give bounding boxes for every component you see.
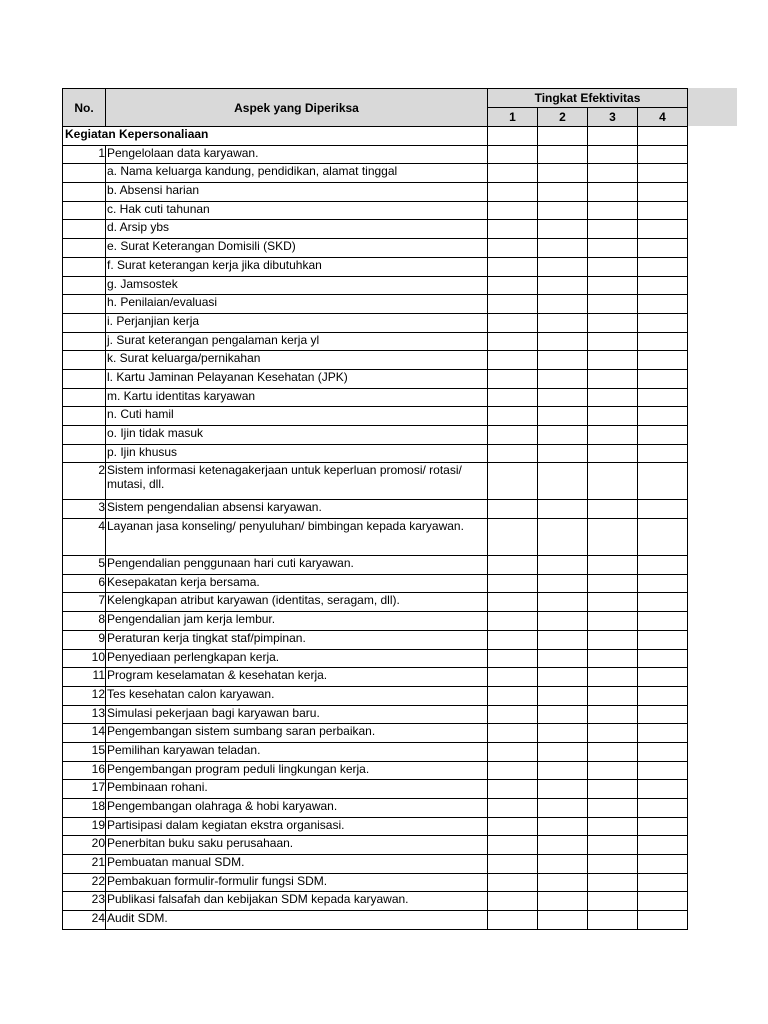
table-row bbox=[63, 855, 688, 874]
table-row bbox=[63, 407, 688, 426]
score-cell[interactable] bbox=[538, 836, 588, 855]
score-cell[interactable] bbox=[588, 799, 638, 818]
row-number: 16 bbox=[63, 761, 106, 780]
score-cell[interactable] bbox=[588, 426, 638, 445]
score-cell[interactable] bbox=[538, 705, 588, 724]
table-row bbox=[63, 276, 688, 295]
row-number bbox=[63, 444, 106, 463]
score-cell[interactable] bbox=[588, 220, 638, 239]
row-aspek: Pengelolaan data karyawan. bbox=[106, 145, 488, 164]
score-cell[interactable] bbox=[638, 630, 688, 649]
score-cell[interactable] bbox=[638, 463, 688, 500]
score-cell[interactable] bbox=[538, 257, 588, 276]
score-cell[interactable] bbox=[588, 574, 638, 593]
score-cell[interactable] bbox=[638, 574, 688, 593]
row-number: 22 bbox=[63, 873, 106, 892]
score-cell[interactable] bbox=[588, 276, 638, 295]
score-cell[interactable] bbox=[638, 761, 688, 780]
table-row bbox=[63, 556, 688, 575]
row-number bbox=[63, 276, 106, 295]
score-cell[interactable] bbox=[538, 444, 588, 463]
score-cell[interactable] bbox=[638, 911, 688, 930]
row-number: 10 bbox=[63, 649, 106, 668]
score-cell[interactable] bbox=[488, 444, 538, 463]
score-cell[interactable] bbox=[538, 463, 588, 500]
row-aspek: i. Perjanjian kerja bbox=[106, 313, 488, 332]
section-title: Kegiatan Kepersonaliaan bbox=[63, 127, 488, 146]
table-row bbox=[63, 295, 688, 314]
score-cell[interactable] bbox=[588, 668, 638, 687]
score-cell[interactable] bbox=[538, 201, 588, 220]
score-cell[interactable] bbox=[588, 295, 638, 314]
row-number: 19 bbox=[63, 817, 106, 836]
row-aspek: j. Surat keterangan pengalaman kerja yl bbox=[106, 332, 488, 351]
score-cell[interactable] bbox=[538, 500, 588, 519]
row-number bbox=[63, 332, 106, 351]
header-scale-4: 4 bbox=[638, 108, 688, 127]
row-aspek: Kesepakatan kerja bersama. bbox=[106, 574, 488, 593]
row-aspek: Program keselamatan & kesehatan kerja. bbox=[106, 668, 488, 687]
row-aspek: Pemilihan karyawan teladan. bbox=[106, 742, 488, 761]
row-aspek: p. Ijin khusus bbox=[106, 444, 488, 463]
score-cell[interactable] bbox=[488, 313, 538, 332]
row-number: 11 bbox=[63, 668, 106, 687]
table-row bbox=[63, 519, 688, 556]
row-number bbox=[63, 295, 106, 314]
score-cell[interactable] bbox=[638, 612, 688, 631]
score-cell[interactable] bbox=[588, 351, 638, 370]
score-cell[interactable] bbox=[538, 724, 588, 743]
table-row bbox=[63, 668, 688, 687]
score-cell[interactable] bbox=[538, 369, 588, 388]
score-cell[interactable] bbox=[538, 742, 588, 761]
row-number bbox=[63, 388, 106, 407]
table-row bbox=[63, 388, 688, 407]
table-row bbox=[63, 257, 688, 276]
score-cell[interactable] bbox=[588, 463, 638, 500]
score-cell[interactable] bbox=[638, 836, 688, 855]
row-number: 23 bbox=[63, 892, 106, 911]
score-cell[interactable] bbox=[488, 780, 538, 799]
score-cell[interactable] bbox=[588, 612, 638, 631]
score-cell[interactable] bbox=[588, 183, 638, 202]
score-cell[interactable] bbox=[638, 686, 688, 705]
row-number bbox=[63, 239, 106, 258]
row-aspek: Pengembangan sistem sumbang saran perbaikan. bbox=[106, 724, 488, 743]
score-cell[interactable] bbox=[488, 761, 538, 780]
score-cell[interactable] bbox=[538, 519, 588, 556]
row-number bbox=[63, 351, 106, 370]
score-cell[interactable] bbox=[588, 911, 638, 930]
table-row bbox=[63, 686, 688, 705]
score-cell[interactable] bbox=[638, 239, 688, 258]
row-number: 24 bbox=[63, 911, 106, 930]
row-number: 1 bbox=[63, 145, 106, 164]
score-cell[interactable] bbox=[538, 313, 588, 332]
row-aspek: Audit SDM. bbox=[106, 911, 488, 930]
row-aspek: Sistem pengendalian absensi karyawan. bbox=[106, 500, 488, 519]
table-row bbox=[63, 220, 688, 239]
row-number: 9 bbox=[63, 630, 106, 649]
score-cell[interactable] bbox=[538, 220, 588, 239]
score-cell[interactable] bbox=[638, 201, 688, 220]
row-number: 21 bbox=[63, 855, 106, 874]
row-number: 12 bbox=[63, 686, 106, 705]
score-cell[interactable] bbox=[588, 742, 638, 761]
score-cell[interactable] bbox=[488, 276, 538, 295]
score-cell[interactable] bbox=[588, 369, 638, 388]
score-cell[interactable] bbox=[588, 892, 638, 911]
score-cell[interactable] bbox=[488, 351, 538, 370]
row-aspek: a. Nama keluarga kandung, pendidikan, alamat tinggal bbox=[106, 164, 488, 183]
row-aspek: f. Surat keterangan kerja jika dibutuhkan bbox=[106, 257, 488, 276]
score-cell[interactable] bbox=[638, 724, 688, 743]
table-row bbox=[63, 780, 688, 799]
score-cell[interactable] bbox=[538, 761, 588, 780]
score-cell[interactable] bbox=[588, 201, 638, 220]
header-scale-1: 1 bbox=[488, 108, 538, 127]
table-row bbox=[63, 817, 688, 836]
score-cell[interactable] bbox=[588, 239, 638, 258]
row-number: 15 bbox=[63, 742, 106, 761]
row-aspek: Pembuatan manual SDM. bbox=[106, 855, 488, 874]
row-aspek: Penerbitan buku saku perusahaan. bbox=[106, 836, 488, 855]
score-cell[interactable] bbox=[538, 612, 588, 631]
score-cell[interactable] bbox=[588, 836, 638, 855]
table-row bbox=[63, 351, 688, 370]
score-cell[interactable] bbox=[588, 780, 638, 799]
row-number bbox=[63, 407, 106, 426]
score-cell[interactable] bbox=[488, 705, 538, 724]
score-cell[interactable] bbox=[538, 892, 588, 911]
score-cell[interactable] bbox=[538, 164, 588, 183]
row-aspek: g. Jamsostek bbox=[106, 276, 488, 295]
row-aspek: Partisipasi dalam kegiatan ekstra organisasi. bbox=[106, 817, 488, 836]
row-aspek: n. Cuti hamil bbox=[106, 407, 488, 426]
row-number bbox=[63, 369, 106, 388]
table-row bbox=[63, 799, 688, 818]
score-cell[interactable] bbox=[488, 257, 538, 276]
row-number: 7 bbox=[63, 593, 106, 612]
table-row bbox=[63, 183, 688, 202]
row-aspek: Penyediaan perlengkapan kerja. bbox=[106, 649, 488, 668]
score-cell[interactable] bbox=[638, 519, 688, 556]
row-aspek: Publikasi falsafah dan kebijakan SDM kepada karyawan. bbox=[106, 892, 488, 911]
table-row bbox=[63, 873, 688, 892]
score-cell[interactable] bbox=[488, 500, 538, 519]
score-cell[interactable] bbox=[588, 556, 638, 575]
score-cell[interactable] bbox=[638, 257, 688, 276]
row-aspek: d. Arsip ybs bbox=[106, 220, 488, 239]
score-cell[interactable] bbox=[488, 724, 538, 743]
row-number: 18 bbox=[63, 799, 106, 818]
table-row bbox=[63, 742, 688, 761]
score-cell[interactable] bbox=[488, 612, 538, 631]
score-cell[interactable] bbox=[538, 649, 588, 668]
score-cell[interactable] bbox=[638, 407, 688, 426]
score-cell[interactable] bbox=[538, 817, 588, 836]
row-aspek: Sistem informasi ketenagakerjaan untuk keperluan promosi/ rotasi/ mutasi, dll. bbox=[106, 463, 488, 500]
score-cell[interactable] bbox=[588, 500, 638, 519]
score-cell[interactable] bbox=[588, 313, 638, 332]
row-aspek: e. Surat Keterangan Domisili (SKD) bbox=[106, 239, 488, 258]
score-cell[interactable] bbox=[488, 369, 538, 388]
score-cell[interactable] bbox=[638, 668, 688, 687]
score-cell[interactable] bbox=[588, 630, 638, 649]
score-cell[interactable] bbox=[588, 388, 638, 407]
table-row bbox=[63, 500, 688, 519]
table-row bbox=[63, 145, 688, 164]
row-aspek: Tes kesehatan calon karyawan. bbox=[106, 686, 488, 705]
score-cell[interactable] bbox=[488, 668, 538, 687]
score-cell[interactable] bbox=[488, 873, 538, 892]
score-cell[interactable] bbox=[488, 407, 538, 426]
score-cell[interactable] bbox=[538, 388, 588, 407]
score-cell[interactable] bbox=[538, 351, 588, 370]
table-row bbox=[63, 836, 688, 855]
score-cell[interactable] bbox=[488, 817, 538, 836]
header-aspek: Aspek yang Diperiksa bbox=[106, 89, 488, 127]
row-number: 3 bbox=[63, 500, 106, 519]
score-cell[interactable] bbox=[588, 164, 638, 183]
table-row bbox=[63, 426, 688, 445]
header-tingkat: Tingkat Efektivitas bbox=[488, 89, 688, 108]
score-cell[interactable] bbox=[488, 519, 538, 556]
score-cell[interactable] bbox=[588, 444, 638, 463]
score-cell[interactable] bbox=[488, 892, 538, 911]
row-aspek: k. Surat keluarga/pernikahan bbox=[106, 351, 488, 370]
score-cell[interactable] bbox=[638, 742, 688, 761]
table-row bbox=[63, 892, 688, 911]
score-cell[interactable] bbox=[488, 742, 538, 761]
row-aspek: Pembakuan formulir-formulir fungsi SDM. bbox=[106, 873, 488, 892]
score-cell[interactable] bbox=[588, 649, 638, 668]
score-cell[interactable] bbox=[538, 276, 588, 295]
score-cell[interactable] bbox=[638, 220, 688, 239]
score-cell[interactable] bbox=[538, 630, 588, 649]
score-cell[interactable] bbox=[588, 686, 638, 705]
score-cell[interactable] bbox=[638, 127, 688, 146]
row-aspek: Pembinaan rohani. bbox=[106, 780, 488, 799]
header-fill-extension bbox=[687, 88, 737, 126]
row-aspek: Pengendalian penggunaan hari cuti karyawan. bbox=[106, 556, 488, 575]
score-cell[interactable] bbox=[638, 892, 688, 911]
score-cell[interactable] bbox=[538, 426, 588, 445]
table-row bbox=[63, 164, 688, 183]
row-aspek: Pengembangan program peduli lingkungan kerja. bbox=[106, 761, 488, 780]
row-aspek: h. Penilaian/evaluasi bbox=[106, 295, 488, 314]
score-cell[interactable] bbox=[638, 332, 688, 351]
row-number: 2 bbox=[63, 463, 106, 500]
score-cell[interactable] bbox=[588, 145, 638, 164]
score-cell[interactable] bbox=[488, 686, 538, 705]
row-number bbox=[63, 220, 106, 239]
row-number bbox=[63, 426, 106, 445]
score-cell[interactable] bbox=[588, 407, 638, 426]
row-number: 20 bbox=[63, 836, 106, 855]
score-cell[interactable] bbox=[488, 164, 538, 183]
score-cell[interactable] bbox=[538, 145, 588, 164]
score-cell[interactable] bbox=[588, 761, 638, 780]
row-number: 4 bbox=[63, 519, 106, 556]
score-cell[interactable] bbox=[488, 295, 538, 314]
row-aspek: b. Absensi harian bbox=[106, 183, 488, 202]
score-cell[interactable] bbox=[588, 593, 638, 612]
table-row bbox=[63, 761, 688, 780]
score-cell[interactable] bbox=[638, 649, 688, 668]
score-cell[interactable] bbox=[488, 183, 538, 202]
score-cell[interactable] bbox=[638, 855, 688, 874]
score-cell[interactable] bbox=[588, 855, 638, 874]
table-row bbox=[63, 463, 688, 500]
table-row bbox=[63, 239, 688, 258]
score-cell[interactable] bbox=[488, 556, 538, 575]
row-aspek: Pengendalian jam kerja lembur. bbox=[106, 612, 488, 631]
score-cell[interactable] bbox=[488, 201, 538, 220]
row-aspek: o. Ijin tidak masuk bbox=[106, 426, 488, 445]
score-cell[interactable] bbox=[538, 873, 588, 892]
score-cell[interactable] bbox=[638, 873, 688, 892]
score-cell[interactable] bbox=[488, 911, 538, 930]
score-cell[interactable] bbox=[588, 519, 638, 556]
row-aspek: m. Kartu identitas karyawan bbox=[106, 388, 488, 407]
row-number bbox=[63, 183, 106, 202]
score-cell[interactable] bbox=[538, 556, 588, 575]
score-cell[interactable] bbox=[488, 649, 538, 668]
table-row bbox=[63, 705, 688, 724]
table-row bbox=[63, 612, 688, 631]
score-cell[interactable] bbox=[538, 668, 588, 687]
score-cell[interactable] bbox=[538, 332, 588, 351]
table-row bbox=[63, 332, 688, 351]
score-cell[interactable] bbox=[638, 295, 688, 314]
score-cell[interactable] bbox=[638, 183, 688, 202]
audit-table bbox=[62, 88, 688, 930]
score-cell[interactable] bbox=[538, 780, 588, 799]
score-cell[interactable] bbox=[538, 239, 588, 258]
score-cell[interactable] bbox=[538, 855, 588, 874]
score-cell[interactable] bbox=[538, 295, 588, 314]
score-cell[interactable] bbox=[638, 369, 688, 388]
score-cell[interactable] bbox=[638, 388, 688, 407]
score-cell[interactable] bbox=[588, 705, 638, 724]
score-cell[interactable] bbox=[638, 817, 688, 836]
table-row bbox=[63, 649, 688, 668]
score-cell[interactable] bbox=[488, 574, 538, 593]
row-aspek: c. Hak cuti tahunan bbox=[106, 201, 488, 220]
score-cell[interactable] bbox=[638, 426, 688, 445]
score-cell[interactable] bbox=[488, 239, 538, 258]
score-cell[interactable] bbox=[588, 873, 638, 892]
score-cell[interactable] bbox=[538, 799, 588, 818]
score-cell[interactable] bbox=[538, 127, 588, 146]
score-cell[interactable] bbox=[638, 145, 688, 164]
row-number: 5 bbox=[63, 556, 106, 575]
score-cell[interactable] bbox=[488, 426, 538, 445]
row-number: 13 bbox=[63, 705, 106, 724]
score-cell[interactable] bbox=[638, 593, 688, 612]
row-number: 17 bbox=[63, 780, 106, 799]
score-cell[interactable] bbox=[488, 463, 538, 500]
score-cell[interactable] bbox=[638, 780, 688, 799]
row-aspek: Peraturan kerja tingkat staf/pimpinan. bbox=[106, 630, 488, 649]
row-aspek: l. Kartu Jaminan Pelayanan Kesehatan (JPK) bbox=[106, 369, 488, 388]
table-row bbox=[63, 201, 688, 220]
row-number bbox=[63, 164, 106, 183]
score-cell[interactable] bbox=[538, 593, 588, 612]
row-number bbox=[63, 257, 106, 276]
score-cell[interactable] bbox=[488, 855, 538, 874]
score-cell[interactable] bbox=[588, 724, 638, 743]
score-cell[interactable] bbox=[488, 630, 538, 649]
table-row bbox=[63, 630, 688, 649]
score-cell[interactable] bbox=[538, 407, 588, 426]
score-cell[interactable] bbox=[538, 574, 588, 593]
score-cell[interactable] bbox=[588, 257, 638, 276]
score-cell[interactable] bbox=[638, 313, 688, 332]
score-cell[interactable] bbox=[638, 500, 688, 519]
score-cell[interactable] bbox=[588, 127, 638, 146]
score-cell[interactable] bbox=[488, 593, 538, 612]
header-scale-2: 2 bbox=[538, 108, 588, 127]
row-aspek: Simulasi pekerjaan bagi karyawan baru. bbox=[106, 705, 488, 724]
score-cell[interactable] bbox=[638, 799, 688, 818]
header-no: No. bbox=[63, 89, 106, 127]
table-row bbox=[63, 911, 688, 930]
row-number: 14 bbox=[63, 724, 106, 743]
score-cell[interactable] bbox=[638, 556, 688, 575]
row-number bbox=[63, 201, 106, 220]
score-cell[interactable] bbox=[638, 276, 688, 295]
row-number: 6 bbox=[63, 574, 106, 593]
table-row bbox=[63, 369, 688, 388]
table-row bbox=[63, 313, 688, 332]
score-cell[interactable] bbox=[638, 164, 688, 183]
table-row bbox=[63, 444, 688, 463]
score-cell[interactable] bbox=[588, 817, 638, 836]
score-cell[interactable] bbox=[488, 799, 538, 818]
table-row bbox=[63, 574, 688, 593]
score-cell[interactable] bbox=[538, 911, 588, 930]
score-cell[interactable] bbox=[638, 351, 688, 370]
row-aspek: Pengembangan olahraga & hobi karyawan. bbox=[106, 799, 488, 818]
table-row bbox=[63, 593, 688, 612]
score-cell[interactable] bbox=[488, 145, 538, 164]
row-aspek: Layanan jasa konseling/ penyuluhan/ bimbingan kepada karyawan. bbox=[106, 519, 488, 556]
row-number bbox=[63, 313, 106, 332]
table-row bbox=[63, 724, 688, 743]
score-cell[interactable] bbox=[638, 705, 688, 724]
score-cell[interactable] bbox=[488, 220, 538, 239]
score-cell[interactable] bbox=[488, 388, 538, 407]
row-aspek: Kelengkapan atribut karyawan (identitas, seragam, dll). bbox=[106, 593, 488, 612]
score-cell[interactable] bbox=[488, 836, 538, 855]
score-cell[interactable] bbox=[488, 127, 538, 146]
score-cell[interactable] bbox=[638, 444, 688, 463]
score-cell[interactable] bbox=[488, 332, 538, 351]
score-cell[interactable] bbox=[538, 183, 588, 202]
score-cell[interactable] bbox=[538, 686, 588, 705]
header-scale-3: 3 bbox=[588, 108, 638, 127]
row-number: 8 bbox=[63, 612, 106, 631]
score-cell[interactable] bbox=[588, 332, 638, 351]
